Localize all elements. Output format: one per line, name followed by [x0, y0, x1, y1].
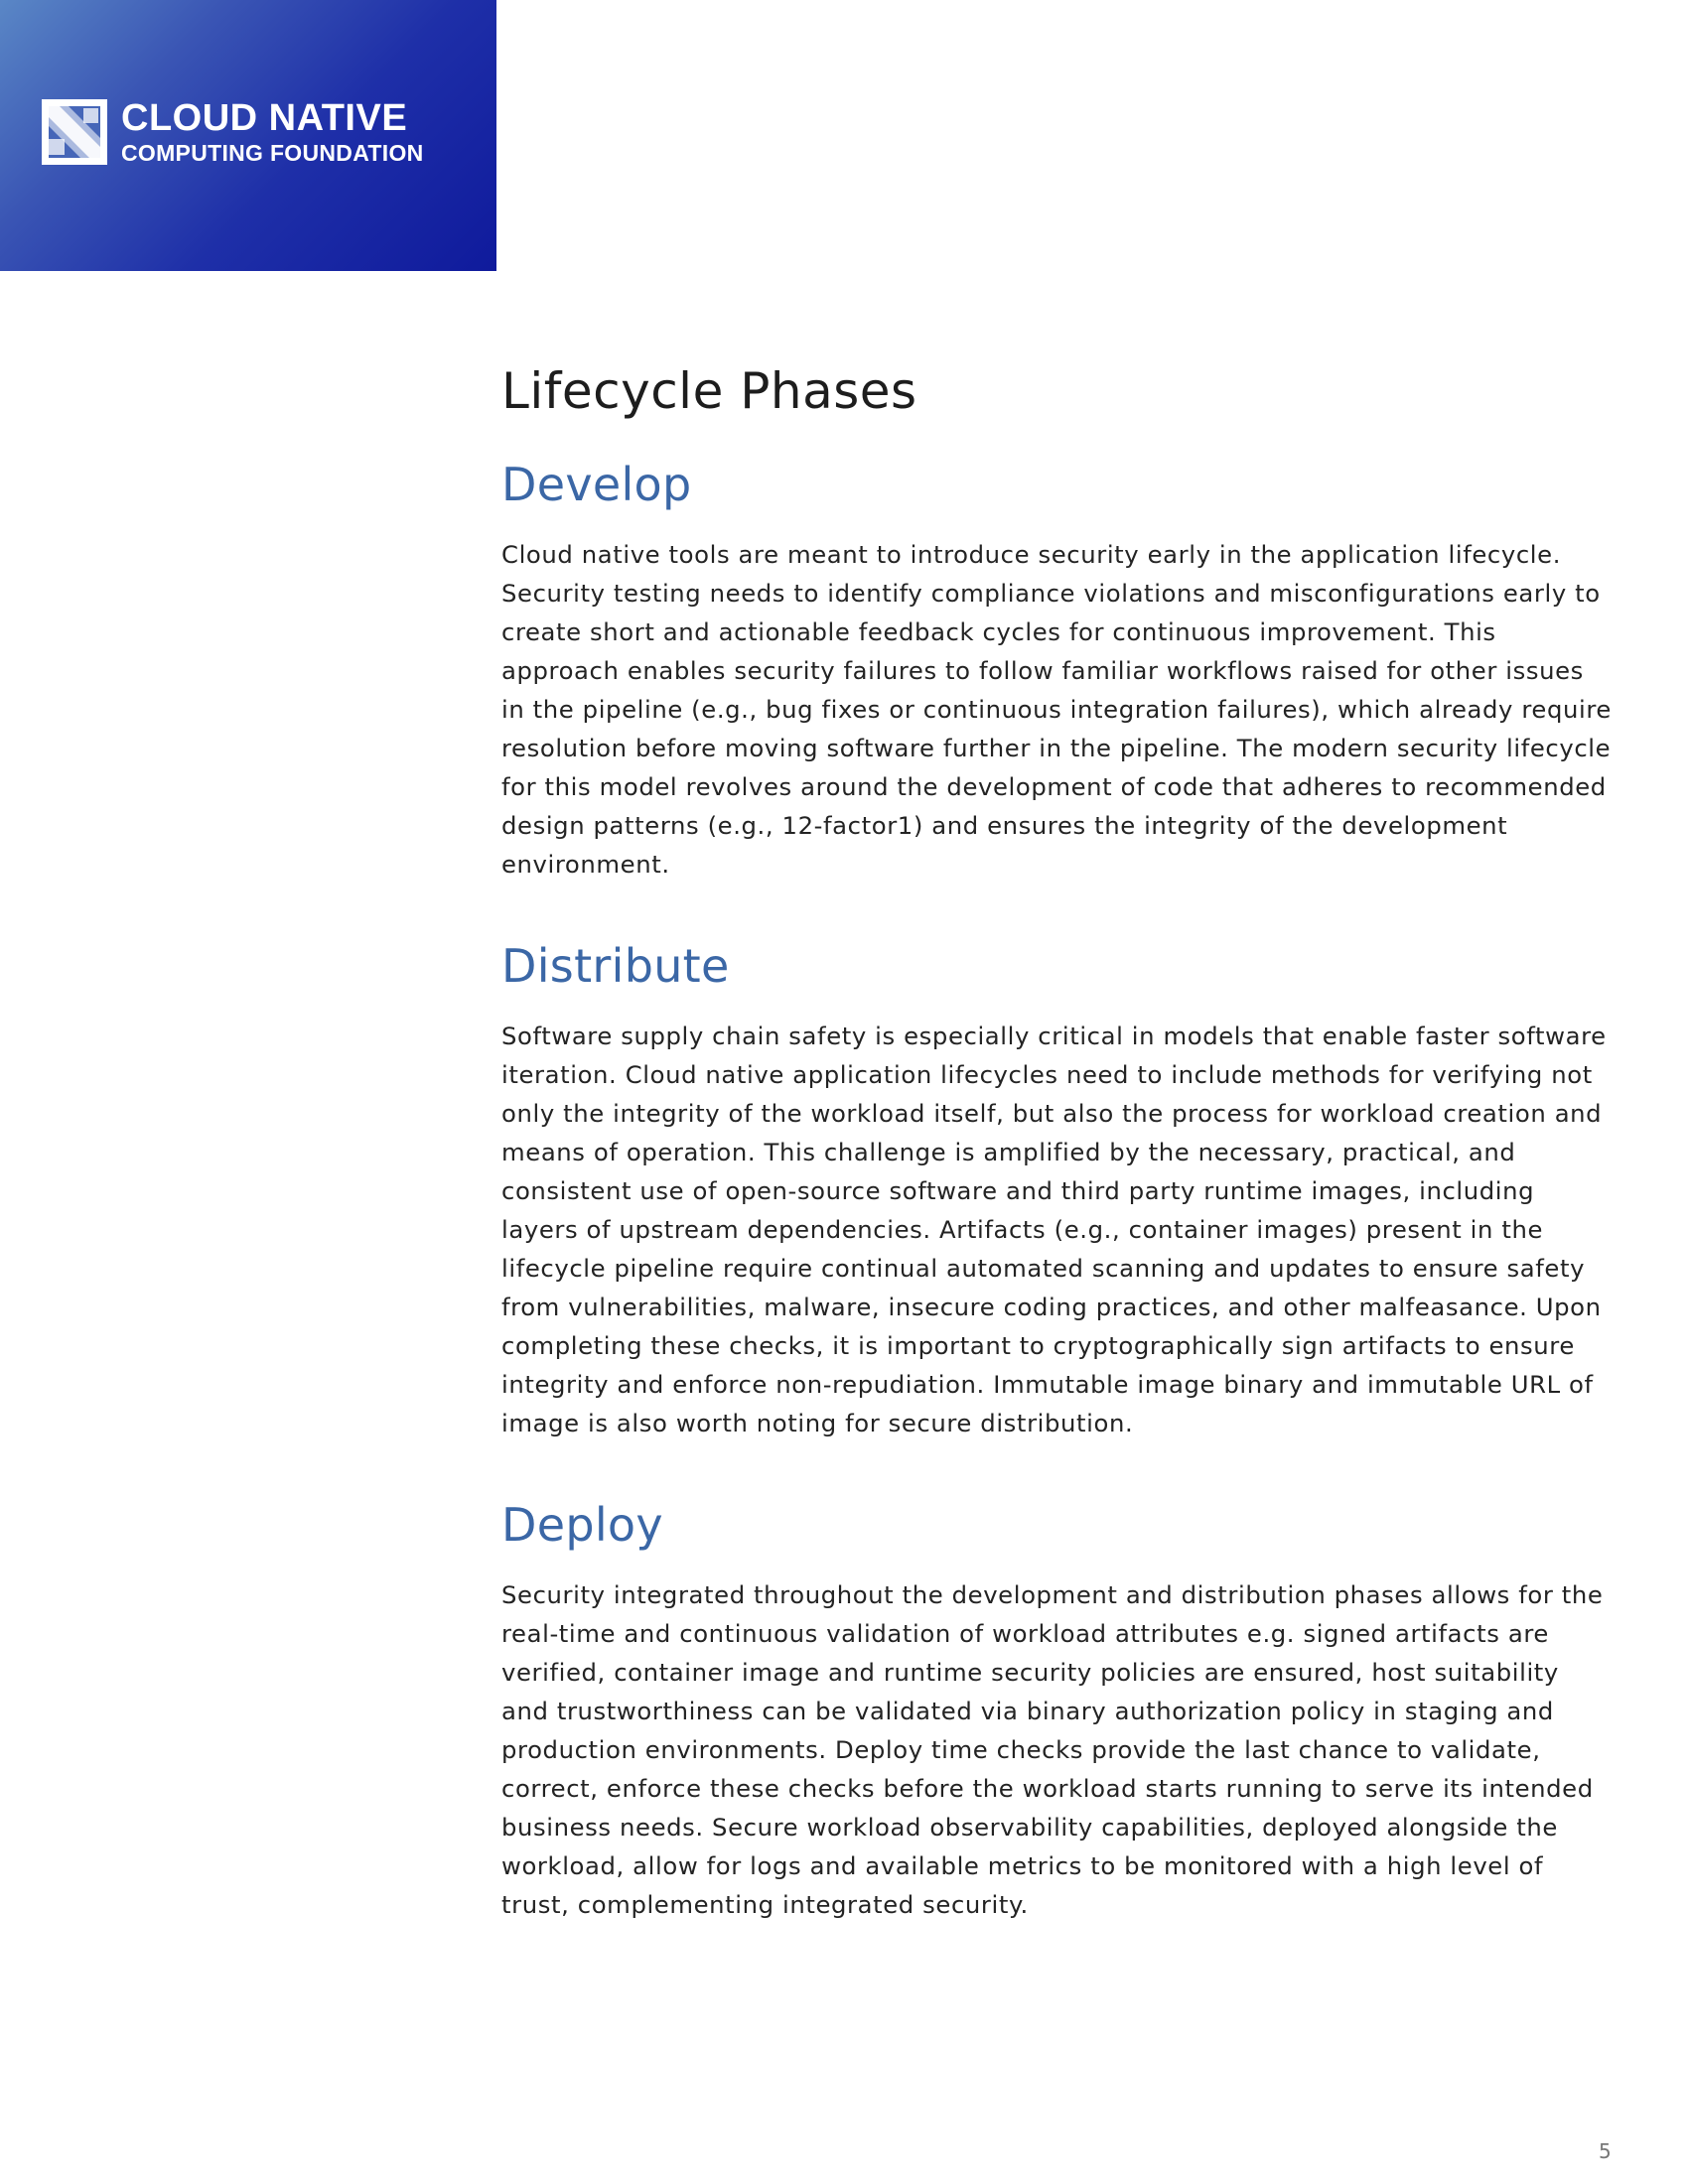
section-body-distribute: Software supply chain safety is especially critical in models that enable faster software iteration. Cloud native application lifecycles need to include methods for verifying not only the integrity of the workload itself, but also the process for workload creation and means of operation. This challenge is amplified by the necessary, practical, and consistent use of open-source software and third party runtime images, including layers of upstream dependencies. Artifacts (e.g., container images) present in the lifecycle pipeline require continual automated scanning and updates to ensure safety from vulnerabilities, malware, insecure coding practices, and other malfeasance. Upon completing these checks, it is important to cryptographically sign artifacts to ensure integrity and enforce non-repudiation. Immutable image binary and immutable URL of image is also worth noting for secure distribution.	[501, 1022, 1607, 1437]
page-number: 5	[1599, 2139, 1612, 2163]
section-body-develop: Cloud native tools are meant to introduce security early in the application lifecycle. Security testing needs to identify compliance violations and misconfigurations early to create short and actionable feedback cycles for continuous improvement. This approach enables security failures to follow familiar workflows raised for other issues in the pipeline (e.g., bug fixes or continuous integration failures), which already require resolution before moving software further in the pipeline. The modern security lifecycle for this model revolves around the development of code that adheres to recommended design patterns (e.g., 12-factor1) and ensures the integrity of the development environment.	[501, 540, 1612, 879]
logo-line-2: COMPUTING FOUNDATION	[121, 140, 424, 166]
section-heading-distribute: Distribute	[501, 939, 730, 993]
logo-line-1: CLOUD NATIVE	[121, 97, 408, 139]
cncf-logo[interactable]	[42, 99, 424, 165]
cncf-logo-icon	[42, 99, 107, 165]
logo-wordmark	[121, 99, 424, 165]
section-body-deploy: Security integrated throughout the development and distribution phases allows for the real-time and continuous validation of workload attributes e.g. signed artifacts are verified, container image and runtime security policies are ensured, host suitability and trustworthiness can be validated via binary authorization policy in staging and production environments. Deploy time checks provide the last chance to validate, correct, enforce these checks before the workload starts running to serve its intended business needs. Secure workload observability capabilities, deployed alongside the workload, allow for logs and available metrics to be monitored with a high level of trust, complementing integrated security.	[501, 1580, 1604, 1919]
page-title: Lifecycle Phases	[501, 362, 917, 420]
main-content	[501, 362, 1614, 1979]
section-deploy	[501, 1498, 1614, 1924]
section-distribute	[501, 939, 1614, 1442]
section-heading-develop: Develop	[501, 458, 692, 511]
section-develop	[501, 458, 1614, 884]
header-banner	[0, 0, 496, 271]
section-heading-deploy: Deploy	[501, 1498, 663, 1552]
